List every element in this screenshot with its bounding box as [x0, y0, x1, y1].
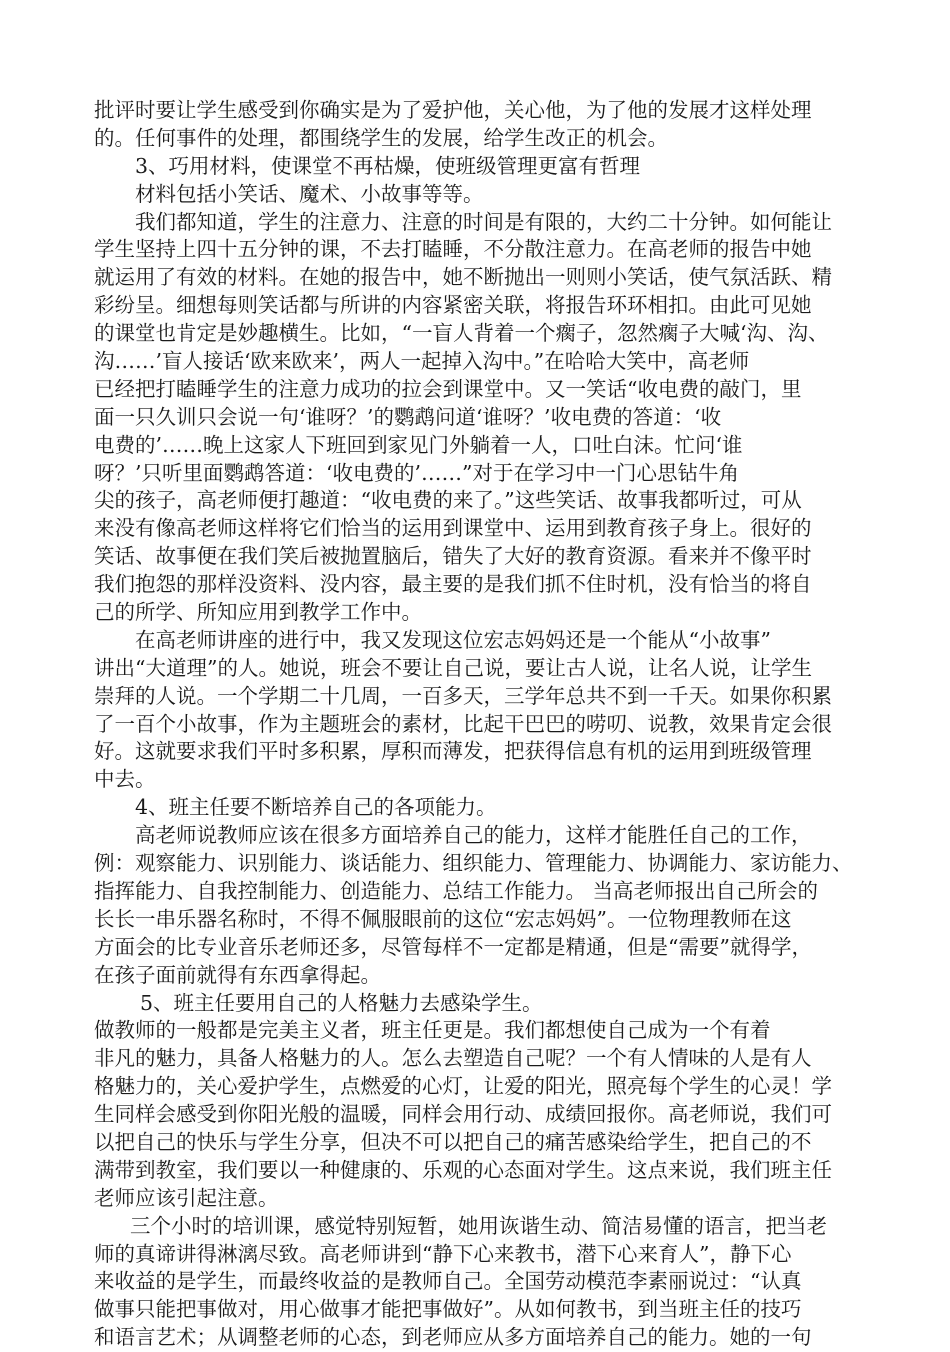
text-line: 来收益的是学生，而最终收益的是教师自己。全国劳动模范李素丽说过：“认真 [94, 1269, 802, 1294]
text-line: 格魅力的，关心爱护学生，点燃爱的心灯，让爱的阳光，照亮每个学生的心灵！学 [94, 1074, 832, 1099]
text-line: 面一只久训只会说一句‘谁呀？’的鹦鹉问道‘谁呀？’收电费的答道：‘收 [94, 404, 722, 429]
text-line: 我们都知道，学生的注意力、注意的时间是有限的，大约二十分钟。如何能让 [135, 209, 832, 234]
text-line: 来没有像高老师这样将它们恰当的运用到课堂中、运用到教育孩子身上。很好的 [94, 516, 812, 541]
text-line: 崇拜的人说。一个学期二十几周，一百多天，三学年总共不到一千天。如果你积累 [94, 683, 832, 708]
text-line: 三个小时的培训课，感觉特别短暂，她用诙谐生动、简洁易懂的语言，把当老 [130, 1213, 827, 1238]
text-line: 的。任何事件的处理，都围绕学生的发展，给学生改正的机会。 [94, 125, 668, 150]
text-line: 5、班主任要用自己的人格魅力去感染学生。 [140, 990, 543, 1015]
text-line: 己的所学、所知应用到教学工作中。 [94, 600, 422, 625]
text-line: 例：观察能力、识别能力、谈话能力、组织能力、管理能力、协调能力、家访能力、 [94, 851, 853, 876]
text-line: 学生坚持上四十五分钟的课，不去打瞌睡，不分散注意力。在高老师的报告中她 [94, 237, 812, 262]
text-line: 我们抱怨的那样没资料、没内容，最主要的是我们抓不住时机，没有恰当的将自 [94, 572, 812, 597]
text-line: 老师应该引起注意。 [94, 1185, 279, 1210]
document-body [94, 97, 866, 1352]
text-line: 长长一串乐器名称时，不得不佩服眼前的这位“宏志妈妈”。一位物理教师在这 [94, 906, 792, 931]
text-line: 呀？’只听里面鹦鹉答道：‘收电费的’……”对于在学习中一门心思钻牛角 [94, 460, 740, 485]
text-line: 沟……’盲人接话‘欧来欧来’，两人一起掉入沟中。”在哈哈大笑中，高老师 [94, 349, 750, 374]
text-line: 的课堂也肯定是妙趣横生。比如，“一盲人背着一个瘸子，忽然瘸子大喊‘沟、沟、 [94, 321, 829, 346]
text-line: 师的真谛讲得淋漓尽致。高老师讲到“静下心来教书，潜下心来育人”，静下心 [94, 1241, 792, 1266]
text-line: 非凡的魅力，具备人格魅力的人。怎么去塑造自己呢？一个有人情味的人是有人 [94, 1046, 812, 1071]
text-line: 高老师说教师应该在很多方面培养自己的能力，这样才能胜任自己的工作， [135, 823, 812, 848]
text-line: 笑话、故事便在我们笑后被抛置脑后，错失了大好的教育资源。看来并不像平时 [94, 544, 812, 569]
text-line: 生同样会感受到你阳光般的温暖，同样会用行动、成绩回报你。高老师说，我们可 [94, 1102, 832, 1127]
text-line: 电费的’……晚上这家人下班回到家见门外躺着一人，口吐白沫。忙问‘谁 [94, 432, 743, 457]
text-line: 以把自己的快乐与学生分享，但决不可以把自己的痛苦感染给学生，把自己的不 [94, 1129, 812, 1154]
text-line: 方面会的比专业音乐老师还多，尽管每样不一定都是精通，但是“需要”就得学， [94, 934, 812, 959]
text-line: 批评时要让学生感受到你确实是为了爱护他，关心他，为了他的发展才这样处理 [94, 98, 812, 122]
text-line: 尖的孩子，高老师便打趣道：“收电费的来了。”这些笑话、故事我都听过，可从 [94, 488, 802, 513]
text-line: 好。这就要求我们平时多积累，厚积而薄发，把获得信息有机的运用到班级管理 [94, 739, 812, 764]
text-line: 讲出“大道理”的人。她说，班会不要让自己说，要让古人说，让名人说，让学生 [94, 655, 812, 680]
text-line: 在孩子面前就得有东西拿得起。 [94, 962, 381, 987]
text-line: 3、巧用材料，使课堂不再枯燥，使班级管理更富有哲理 [135, 153, 641, 178]
text-line: 材料包括小笑话、魔术、小故事等等。 [135, 181, 484, 206]
text-line: 中去。 [94, 767, 156, 792]
text-line: 4、班主任要不断培养自己的各项能力。 [135, 795, 497, 820]
text-line: 做事只能把事做对，用心做事才能把事做好”。从如何教书，到当班主任的技巧 [94, 1297, 802, 1322]
text-line: 了一百个小故事，作为主题班会的素材，比起干巴巴的唠叨、说教，效果肯定会很 [94, 711, 832, 736]
text-line: 做教师的一般都是完美主义者，班主任更是。我们都想使自己成为一个有着 [94, 1018, 771, 1043]
text-line: 指挥能力、自我控制能力、创造能力、总结工作能力。 当高老师报出自己所会的 [94, 878, 819, 903]
text-line: 已经把打瞌睡学生的注意力成功的拉会到课堂中。又一笑话“收电费的敲门，里 [94, 376, 802, 401]
text-line: 在高老师讲座的进行中，我又发现这位宏志妈妈还是一个能从“小故事” [135, 627, 771, 652]
text-line: 彩纷呈。细想每则笑话都与所讲的内容紧密关联，将报告环环相扣。由此可见她 [94, 293, 812, 318]
text-line: 就运用了有效的材料。在她的报告中，她不断抛出一则则小笑话，使气氛活跃、精 [94, 265, 832, 290]
text-line: 和语言艺术；从调整老师的心态，到老师应从多方面培养自己的能力。她的一句 [94, 1325, 812, 1350]
text-line: 满带到教室，我们要以一种健康的、乐观的心态面对学生。这点来说，我们班主任 [94, 1157, 832, 1182]
